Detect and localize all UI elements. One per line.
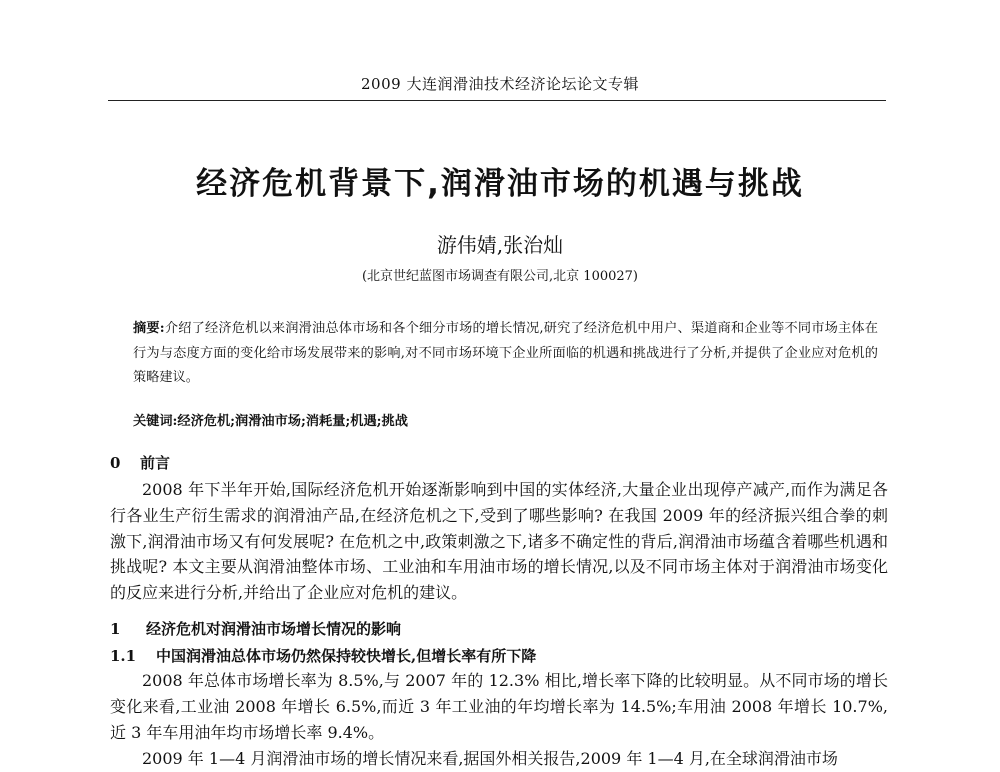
section-heading-1	[110, 618, 401, 639]
subsection-number: 1.1	[110, 647, 137, 665]
affiliation: (北京世纪蓝图市场调查有限公司,北京 100027)	[361, 269, 639, 284]
subsection-heading-1-1	[110, 645, 536, 666]
section-number: 1	[110, 620, 121, 638]
paragraph-cut-off: 2009 年 1—4 月润滑油市场的增长情况来看,据国外相关报告,2009 年 1—4 月,在全球润滑油市场	[142, 749, 838, 768]
abstract-text: 介绍了经济危机以来润滑油总体市场和各个细分市场的增长情况,研究了经济危机中用户、渠道商和企业等不同市场主体在行为与态度方面的变化给市场发展带来的影响,对不同市场环境下企业所面临的机遇和挑战进行了分析,并提供了企业应对危机的策略建议。	[133, 321, 878, 385]
paragraph-intro: 2008 年下半年开始,国际经济危机开始逐渐影响到中国的实体经济,大量企业出现停产减产,而作为满足各行各业生产衍生需求的润滑油产品,在经济危机之下,受到了哪些影响? 在我国 2009 年的经济振兴组合拳的刺激下,润滑油市场又有何发展呢? 在危机之中,政策刺激之下,诸多不确定性的背后,润滑油市场蕴含着哪些机遇和挑战呢? 本文主要从润滑油整体市场、工业油和车用油市场的增长情况,以及不同市场主体对于润滑油市场变化的反应来进行分析,并给出了企业应对危机的建议。	[110, 480, 888, 603]
keywords: 关键词:经济危机;润滑油市场;消耗量;机遇;挑战	[133, 414, 408, 429]
running-header: 2009 大连润滑油技术经济论坛论文专辑	[361, 75, 639, 93]
header-rule	[108, 100, 886, 101]
abstract-label: 摘要:	[133, 321, 165, 336]
abstract	[133, 317, 878, 391]
subsection-title: 中国润滑油总体市场仍然保持较快增长,但增长率有所下降	[156, 647, 537, 665]
section-title: 前言	[140, 454, 171, 472]
section-heading-0	[110, 452, 170, 473]
paper-title: 经济危机背景下,润滑油市场的机遇与挑战	[196, 166, 804, 202]
paragraph-growth: 2008 年总体市场增长率为 8.5%,与 2007 年的 12.3% 相比,增长率下降的比较明显。从不同市场的增长变化来看,工业油 2008 年增长 6.5%,而近 3 年工业油的年均增长率为 14.5%;车用油 2008 年增长 10.7%,近 3 年车用油年均市场增长率 9.4%。	[110, 671, 888, 742]
section-title: 经济危机对润滑油市场增长情况的影响	[146, 620, 402, 638]
authors: 游伟婧,张治灿	[436, 233, 564, 257]
section-number: 0	[110, 454, 121, 472]
